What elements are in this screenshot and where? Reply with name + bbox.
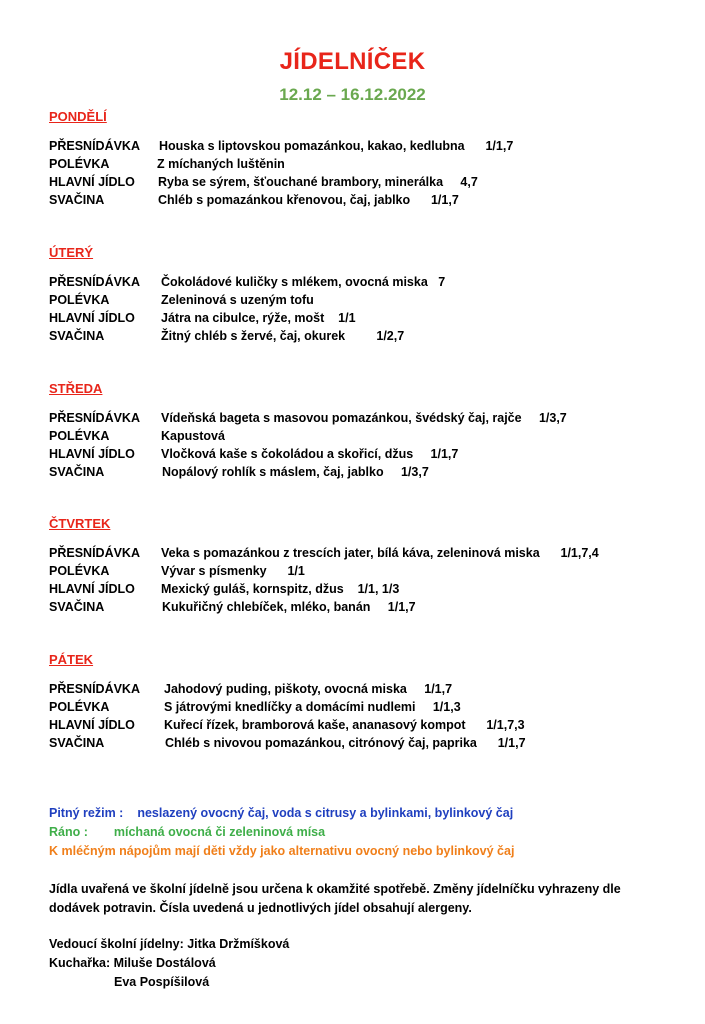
staff-block xyxy=(49,935,289,992)
meal-row-afternoon xyxy=(49,598,689,616)
meal-row-afternoon xyxy=(49,734,689,752)
meal-dish: S játrovými knedlíčky a domácími nudlemi 1/1,3 xyxy=(164,700,461,714)
meal-row-snack xyxy=(49,273,689,291)
page-title: JÍDELNÍČEK xyxy=(279,48,426,75)
day-section-monday xyxy=(49,108,689,209)
morning-note xyxy=(49,825,325,839)
meal-label: HLAVNÍ JÍDLO xyxy=(49,311,135,325)
morning-label: Ráno : xyxy=(49,825,88,839)
drinking-regime-value: neslazený ovocný čaj, voda s citrusy a bylinkami, bylinkový čaj xyxy=(137,806,514,820)
meal-row-main xyxy=(49,716,689,734)
meal-dish: Ryba se sýrem, šťouchané brambory, minerálka 4,7 xyxy=(158,175,478,189)
meal-dish: Nopálový rohlík s máslem, čaj, jablko 1/3,7 xyxy=(162,465,429,479)
day-section-friday xyxy=(49,651,689,752)
cook-line: Kuchařka: Miluše Dostálová xyxy=(49,956,216,970)
meal-dish: Vločková kaše s čokoládou a skořicí, džus 1/1,7 xyxy=(161,447,459,461)
meal-label: HLAVNÍ JÍDLO xyxy=(49,447,135,461)
meal-dish: Houska s liptovskou pomazánkou, kakao, kedlubna 1/1,7 xyxy=(159,139,514,153)
meal-row-main xyxy=(49,580,689,598)
meal-row-afternoon xyxy=(49,191,689,209)
meal-dish: Vídeňská bageta s masovou pomazánkou, švédský čaj, rajče 1/3,7 xyxy=(161,411,567,425)
meal-dish: Chléb s pomazánkou křenovou, čaj, jablko 1/1,7 xyxy=(158,193,459,207)
day-section-wednesday xyxy=(49,380,689,481)
meal-label: POLÉVKA xyxy=(49,157,110,171)
meal-row-soup xyxy=(49,155,689,173)
meal-row-snack xyxy=(49,680,689,698)
milk-drink-note: K mléčným nápojům mají děti vždy jako alternativu ovocný nebo bylinkový čaj xyxy=(49,844,515,858)
day-section-tuesday xyxy=(49,244,689,345)
meal-label: PŘESNÍDÁVKA xyxy=(49,546,140,560)
meal-dish: Kukuřičný chlebíček, mléko, banán 1/1,7 xyxy=(162,600,416,614)
meal-label: POLÉVKA xyxy=(49,564,110,578)
meal-row-afternoon xyxy=(49,463,689,481)
meal-label: POLÉVKA xyxy=(49,429,110,443)
meal-dish: Zeleninová s uzeným tofu xyxy=(161,293,314,307)
meal-label: PŘESNÍDÁVKA xyxy=(49,682,140,696)
meal-dish: Kuřecí řízek, bramborová kaše, ananasový kompot 1/1,7,3 xyxy=(164,718,525,732)
meal-dish: Mexický guláš, kornspitz, džus 1/1, 1/3 xyxy=(161,582,400,596)
meal-dish: Z míchaných luštěnin xyxy=(157,157,285,171)
day-name: PONDĚLÍ xyxy=(49,109,107,124)
meal-label: SVAČINA xyxy=(49,736,105,750)
meal-label: SVAČINA xyxy=(49,600,105,614)
meal-dish: Játra na cibulce, rýže, mošt 1/1 xyxy=(161,311,356,325)
meal-dish: Žitný chléb s žervé, čaj, okurek 1/2,7 xyxy=(161,329,405,343)
meal-dish: Kapustová xyxy=(161,429,225,443)
meal-dish: Vývar s písmenky 1/1 xyxy=(161,564,305,578)
meal-label: SVAČINA xyxy=(49,465,105,479)
meal-dish: Chléb s nivovou pomazánkou, citrónový čaj, paprika 1/1,7 xyxy=(165,736,526,750)
meal-row-snack xyxy=(49,137,689,155)
meal-row-main xyxy=(49,445,689,463)
day-name: ÚTERÝ xyxy=(49,245,94,260)
meal-row-soup xyxy=(49,427,689,445)
date-range: 12.12 – 16.12.2022 xyxy=(279,85,426,104)
meal-label: PŘESNÍDÁVKA xyxy=(49,139,140,153)
meal-label: SVAČINA xyxy=(49,329,105,343)
disclaimer: Jídla uvařená ve školní jídelně jsou určena k okamžité spotřebě. Změny jídelníčku vyhrazeny dle dodávek potravin. Čísla uvedená u jednotlivých jídel obsahují alergeny. xyxy=(49,882,621,915)
meal-dish: Veka s pomazánkou z trescích jater, bílá káva, zeleninová miska 1/1,7,4 xyxy=(161,546,599,560)
manager-line: Vedoucí školní jídelny: Jitka Držmíšková xyxy=(49,937,290,951)
meal-row-snack xyxy=(49,544,689,562)
drinking-regime-label: Pitný režim : xyxy=(49,806,124,820)
meal-label: POLÉVKA xyxy=(49,700,110,714)
meal-dish: Čokoládové kuličky s mlékem, ovocná miska 7 xyxy=(161,275,446,289)
meal-label: HLAVNÍ JÍDLO xyxy=(49,582,135,596)
morning-value: míchaná ovocná či zeleninová mísa xyxy=(113,825,326,839)
meal-label: POLÉVKA xyxy=(49,293,110,307)
day-section-thursday xyxy=(49,515,689,616)
meal-label: PŘESNÍDÁVKA xyxy=(49,411,140,425)
meal-row-snack xyxy=(49,409,689,427)
meal-label: SVAČINA xyxy=(49,193,105,207)
meal-label: HLAVNÍ JÍDLO xyxy=(49,175,135,189)
drinking-regime xyxy=(49,806,513,820)
meal-row-soup xyxy=(49,562,689,580)
meal-row-soup xyxy=(49,698,689,716)
meal-dish: Jahodový puding, piškoty, ovocná miska 1/1,7 xyxy=(164,682,453,696)
day-name: STŘEDA xyxy=(49,381,103,396)
meal-label: HLAVNÍ JÍDLO xyxy=(49,718,135,732)
meal-label: PŘESNÍDÁVKA xyxy=(49,275,140,289)
meal-row-main xyxy=(49,309,689,327)
meal-row-soup xyxy=(49,291,689,309)
cook-line-2: Eva Pospíšilová xyxy=(114,975,210,989)
day-name: PÁTEK xyxy=(49,652,94,667)
meal-row-afternoon xyxy=(49,327,689,345)
day-name: ČTVRTEK xyxy=(49,516,111,531)
meal-row-main xyxy=(49,173,689,191)
